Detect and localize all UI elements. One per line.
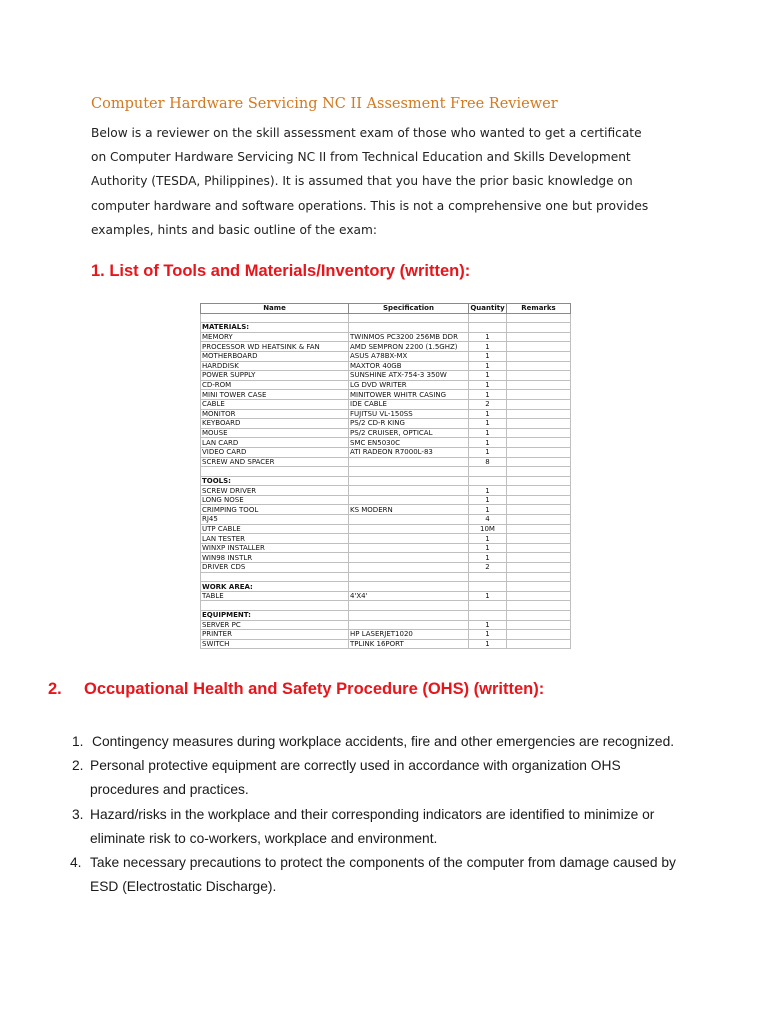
cell-quantity: 1 bbox=[469, 409, 507, 419]
intro-line: examples, hints and basic outline of the exam: bbox=[91, 222, 377, 237]
cell-remarks bbox=[507, 572, 571, 582]
cell-name: POWER SUPPLY bbox=[201, 371, 349, 381]
cell-quantity: 1 bbox=[469, 630, 507, 640]
table-row bbox=[201, 447, 571, 457]
table-row bbox=[201, 486, 571, 496]
cell-specification: PS/2 CRUISER, OPTICAL bbox=[349, 428, 469, 438]
cell-specification bbox=[349, 543, 469, 553]
cell-remarks bbox=[507, 639, 571, 649]
table-row bbox=[201, 313, 571, 323]
cell-quantity: 1 bbox=[469, 332, 507, 342]
cell-remarks bbox=[507, 620, 571, 630]
cell-quantity: 1 bbox=[469, 495, 507, 505]
section-1-heading: 1. List of Tools and Materials/Inventory (written): bbox=[91, 262, 471, 280]
cell-specification bbox=[349, 534, 469, 544]
cell-specification bbox=[349, 323, 469, 333]
cell-quantity: 1 bbox=[469, 486, 507, 496]
cell-name: VIDEO CARD bbox=[201, 447, 349, 457]
list-item bbox=[72, 730, 712, 754]
inventory-table-body bbox=[201, 313, 571, 649]
table-row bbox=[201, 601, 571, 611]
table-row bbox=[201, 419, 571, 429]
table-row bbox=[201, 495, 571, 505]
cell-name: TOOLS: bbox=[201, 476, 349, 486]
list-item-line: eliminate risk to co-workers, workplace and environment. bbox=[90, 830, 438, 846]
cell-specification: PS/2 CD-R KING bbox=[349, 419, 469, 429]
cell-name: WIN98 INSTLR bbox=[201, 553, 349, 563]
cell-name: KEYBOARD bbox=[201, 419, 349, 429]
inventory-table bbox=[200, 303, 571, 649]
list-item-number: 4. bbox=[70, 855, 82, 871]
inventory-section-row bbox=[201, 611, 571, 621]
intro-paragraph bbox=[91, 121, 691, 242]
cell-remarks bbox=[507, 332, 571, 342]
list-item-line: procedures and practices. bbox=[90, 782, 249, 798]
inventory-section-row bbox=[201, 476, 571, 486]
cell-name: WORK AREA: bbox=[201, 582, 349, 592]
table-row bbox=[201, 361, 571, 371]
inventory-header-row bbox=[201, 304, 571, 314]
cell-remarks bbox=[507, 361, 571, 371]
cell-name: MOTHERBOARD bbox=[201, 351, 349, 361]
cell-name: WINXP INSTALLER bbox=[201, 543, 349, 553]
cell-remarks bbox=[507, 409, 571, 419]
cell-specification bbox=[349, 582, 469, 592]
cell-name: MINI TOWER CASE bbox=[201, 390, 349, 400]
section-2-number: 2. bbox=[48, 680, 62, 698]
list-item-number: 2. bbox=[72, 758, 84, 774]
cell-name: DRIVER CDS bbox=[201, 563, 349, 573]
table-row bbox=[201, 409, 571, 419]
cell-remarks bbox=[507, 380, 571, 390]
cell-specification: SMC EN5030C bbox=[349, 438, 469, 448]
cell-quantity bbox=[469, 582, 507, 592]
cell-quantity bbox=[469, 313, 507, 323]
cell-remarks bbox=[507, 390, 571, 400]
table-row bbox=[201, 505, 571, 515]
cell-specification: TPLINK 16PORT bbox=[349, 639, 469, 649]
table-row bbox=[201, 534, 571, 544]
cell-remarks bbox=[507, 371, 571, 381]
cell-specification bbox=[349, 572, 469, 582]
cell-specification: ASUS A78BX-MX bbox=[349, 351, 469, 361]
cell-name bbox=[201, 572, 349, 582]
cell-specification: KS MODERN bbox=[349, 505, 469, 515]
cell-name: CABLE bbox=[201, 399, 349, 409]
cell-quantity: 10M bbox=[469, 524, 507, 534]
cell-remarks bbox=[507, 601, 571, 611]
cell-specification: ATI RADEON R7000L-83 bbox=[349, 447, 469, 457]
table-row bbox=[201, 572, 571, 582]
list-item-line: Contingency measures during workplace accidents, fire and other emergencies are recognized. bbox=[92, 734, 675, 749]
cell-specification bbox=[349, 476, 469, 486]
cell-remarks bbox=[507, 505, 571, 515]
cell-quantity: 1 bbox=[469, 505, 507, 515]
cell-remarks bbox=[507, 399, 571, 409]
cell-specification: TWINMOS PC3200 256MB DDR bbox=[349, 332, 469, 342]
cell-specification bbox=[349, 611, 469, 621]
section-2-heading bbox=[48, 680, 544, 699]
list-item-number: 1. bbox=[72, 734, 84, 749]
cell-remarks bbox=[507, 534, 571, 544]
table-row bbox=[201, 342, 571, 352]
table-row bbox=[201, 553, 571, 563]
cell-remarks bbox=[507, 351, 571, 361]
table-row bbox=[201, 563, 571, 573]
table-row bbox=[201, 380, 571, 390]
cell-specification: IDE CABLE bbox=[349, 399, 469, 409]
intro-line: Below is a reviewer on the skill assessment exam of those who wanted to get a certificate bbox=[91, 126, 642, 140]
cell-specification bbox=[349, 495, 469, 505]
document-title: Computer Hardware Servicing NC II Assesment Free Reviewer bbox=[91, 96, 558, 112]
cell-specification: MINITOWER WHITR CASING bbox=[349, 390, 469, 400]
cell-remarks bbox=[507, 524, 571, 534]
cell-remarks bbox=[507, 447, 571, 457]
cell-specification: SUNSHINE ATX-754-3 350W bbox=[349, 371, 469, 381]
cell-remarks bbox=[507, 591, 571, 601]
cell-specification bbox=[349, 553, 469, 563]
table-row bbox=[201, 639, 571, 649]
cell-specification: HP LASERJET1020 bbox=[349, 630, 469, 640]
cell-specification: AMD SEMPRON 2200 (1.5GHZ) bbox=[349, 342, 469, 352]
cell-quantity: 1 bbox=[469, 419, 507, 429]
cell-remarks bbox=[507, 563, 571, 573]
cell-name: PRINTER bbox=[201, 630, 349, 640]
inventory-section-row bbox=[201, 582, 571, 592]
cell-quantity: 8 bbox=[469, 457, 507, 467]
intro-line: computer hardware and software operations. This is not a comprehensive one but provides bbox=[91, 198, 649, 213]
table-row bbox=[201, 524, 571, 534]
table-row bbox=[201, 630, 571, 640]
cell-quantity: 1 bbox=[469, 380, 507, 390]
cell-name: SWITCH bbox=[201, 639, 349, 649]
cell-remarks bbox=[507, 438, 571, 448]
cell-specification bbox=[349, 515, 469, 525]
cell-name: MATERIALS: bbox=[201, 323, 349, 333]
cell-quantity: 1 bbox=[469, 390, 507, 400]
cell-quantity: 1 bbox=[469, 447, 507, 457]
cell-specification bbox=[349, 486, 469, 496]
cell-specification: FUJITSU VL-150SS bbox=[349, 409, 469, 419]
cell-name bbox=[201, 601, 349, 611]
cell-name: SCREW AND SPACER bbox=[201, 457, 349, 467]
cell-remarks bbox=[507, 428, 571, 438]
cell-name: CD-ROM bbox=[201, 380, 349, 390]
inventory-section-row bbox=[201, 323, 571, 333]
ohs-list bbox=[72, 730, 712, 899]
cell-name: MOUSE bbox=[201, 428, 349, 438]
column-header-quantity: Quantity bbox=[470, 304, 505, 313]
cell-name: UTP CABLE bbox=[201, 524, 349, 534]
cell-specification bbox=[349, 563, 469, 573]
cell-remarks bbox=[507, 495, 571, 505]
cell-specification: LG DVD WRITER bbox=[349, 380, 469, 390]
list-item-number: 3. bbox=[72, 806, 84, 822]
section-2-title: Occupational Health and Safety Procedure (OHS) (written): bbox=[84, 680, 545, 698]
cell-name bbox=[201, 313, 349, 323]
cell-quantity: 1 bbox=[469, 371, 507, 381]
table-row bbox=[201, 371, 571, 381]
cell-specification bbox=[349, 457, 469, 467]
cell-name: MEMORY bbox=[201, 332, 349, 342]
table-row bbox=[201, 399, 571, 409]
cell-quantity: 1 bbox=[469, 361, 507, 371]
cell-name: SCREW DRIVER bbox=[201, 486, 349, 496]
table-row bbox=[201, 428, 571, 438]
cell-name bbox=[201, 467, 349, 477]
cell-quantity: 1 bbox=[469, 543, 507, 553]
list-item-line: Personal protective equipment are correctly used in accordance with organization OHS bbox=[90, 758, 621, 774]
column-header-name: Name bbox=[201, 304, 349, 314]
cell-specification bbox=[349, 467, 469, 477]
cell-remarks bbox=[507, 419, 571, 429]
cell-specification bbox=[349, 601, 469, 611]
cell-name: MONITOR bbox=[201, 409, 349, 419]
list-item-line: Take necessary precautions to protect the components of the computer from damage caused by bbox=[90, 855, 676, 871]
cell-remarks bbox=[507, 457, 571, 467]
table-row bbox=[201, 591, 571, 601]
cell-remarks bbox=[507, 476, 571, 486]
table-row bbox=[201, 332, 571, 342]
cell-name: PROCESSOR WD HEATSINK & FAN bbox=[201, 342, 349, 352]
cell-remarks bbox=[507, 467, 571, 477]
table-row bbox=[201, 351, 571, 361]
cell-quantity: 1 bbox=[469, 553, 507, 563]
cell-quantity bbox=[469, 611, 507, 621]
cell-remarks bbox=[507, 543, 571, 553]
cell-remarks bbox=[507, 313, 571, 323]
list-item-line: Hazard/risks in the workplace and their corresponding indicators are identified to minimize or bbox=[90, 806, 655, 822]
cell-specification bbox=[349, 524, 469, 534]
list-item bbox=[72, 851, 712, 899]
cell-quantity: 1 bbox=[469, 620, 507, 630]
table-row bbox=[201, 543, 571, 553]
cell-remarks bbox=[507, 323, 571, 333]
cell-remarks bbox=[507, 515, 571, 525]
table-row bbox=[201, 620, 571, 630]
cell-remarks bbox=[507, 553, 571, 563]
table-row bbox=[201, 438, 571, 448]
table-row bbox=[201, 457, 571, 467]
cell-name: LAN CARD bbox=[201, 438, 349, 448]
cell-quantity: 2 bbox=[469, 563, 507, 573]
cell-name: RJ45 bbox=[201, 515, 349, 525]
column-header-remarks: Remarks bbox=[507, 304, 571, 314]
cell-remarks bbox=[507, 582, 571, 592]
table-row bbox=[201, 390, 571, 400]
cell-quantity: 1 bbox=[469, 342, 507, 352]
cell-name: LAN TESTER bbox=[201, 534, 349, 544]
cell-specification: MAXTOR 40GB bbox=[349, 361, 469, 371]
list-item bbox=[72, 754, 712, 802]
column-header-specification: Specification bbox=[349, 304, 469, 314]
cell-quantity bbox=[469, 476, 507, 486]
cell-specification bbox=[349, 313, 469, 323]
cell-quantity: 1 bbox=[469, 534, 507, 544]
cell-quantity bbox=[469, 467, 507, 477]
table-row bbox=[201, 515, 571, 525]
cell-name: EQUIPMENT: bbox=[201, 611, 349, 621]
cell-name: LONG NOSE bbox=[201, 495, 349, 505]
cell-name: HARDDISK bbox=[201, 361, 349, 371]
cell-quantity: 2 bbox=[469, 399, 507, 409]
cell-name: TABLE bbox=[201, 591, 349, 601]
cell-remarks bbox=[507, 630, 571, 640]
cell-quantity bbox=[469, 323, 507, 333]
cell-remarks bbox=[507, 342, 571, 352]
cell-name: SERVER PC bbox=[201, 620, 349, 630]
cell-quantity: 1 bbox=[469, 639, 507, 649]
cell-quantity bbox=[469, 601, 507, 611]
cell-quantity: 1 bbox=[469, 351, 507, 361]
intro-line: on Computer Hardware Servicing NC II from Technical Education and Skills Development bbox=[91, 150, 631, 165]
list-item bbox=[72, 803, 712, 851]
cell-quantity: 1 bbox=[469, 428, 507, 438]
cell-name: CRIMPING TOOL bbox=[201, 505, 349, 515]
table-row bbox=[201, 467, 571, 477]
cell-quantity: 4 bbox=[469, 515, 507, 525]
cell-quantity: 1 bbox=[469, 438, 507, 448]
list-item-line: ESD (Electrostatic Discharge). bbox=[90, 879, 277, 895]
cell-quantity: 1 bbox=[469, 591, 507, 601]
intro-line: Authority (TESDA, Philippines). It is assumed that you have the prior basic knowledge on bbox=[91, 174, 633, 189]
cell-specification bbox=[349, 620, 469, 630]
cell-remarks bbox=[507, 486, 571, 496]
cell-quantity bbox=[469, 572, 507, 582]
cell-specification: 4'X4' bbox=[349, 591, 469, 601]
cell-remarks bbox=[507, 611, 571, 621]
